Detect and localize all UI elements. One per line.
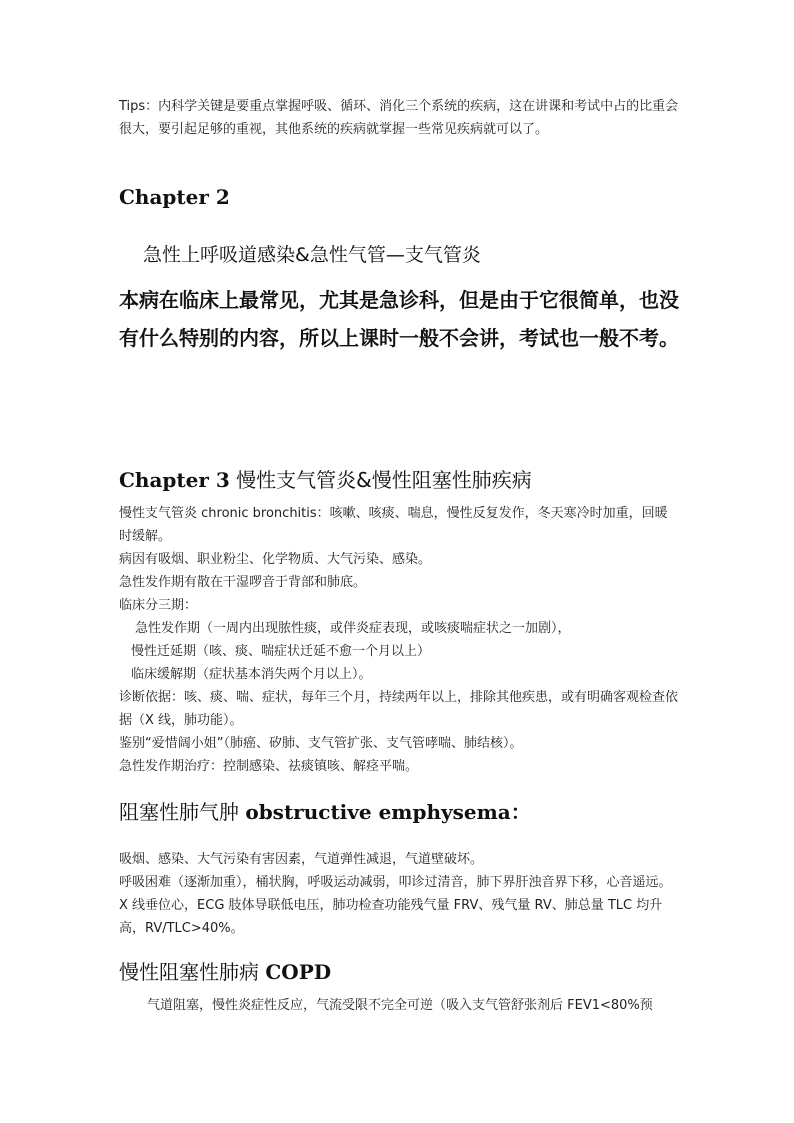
chronic-bronchitis-section [119, 502, 679, 778]
chapter-3-heading [119, 466, 532, 494]
diagnosis-line: 诊断依据：咳、痰、喘、症状，每年三个月，持续两年以上，排除其他疾患，或有明确客观检查依据（X 线，肺功能）。 [119, 690, 679, 728]
definition-line: 慢性支气管炎 chronic bronchitis：咳嗽、咳痰、喘息，慢性反复发作，冬天寒冷时加重，回暖时缓解。 [119, 506, 668, 544]
emphysema-heading-en: obstructive emphysema： [245, 800, 531, 824]
copd-heading-zh: 慢性阻塞性肺病 [119, 960, 259, 984]
stage-remission: 临床缓解期（症状基本消失两个月以上）。 [131, 667, 372, 682]
acute-urti-body: 本病在临床上最常见，尤其是急诊科，但是由于它很简单，也没有什么特别的内容，所以上课时一般不会讲，考试也一般不考。 [119, 288, 679, 350]
cause-line: 病因有吸烟、职业粉尘、化学物质、大气污染、感染。 [119, 552, 432, 567]
stage-acute: 急性发作期（一周内出现脓性痰，或伴炎症表现，或咳痰喘症状之一加剧）， [135, 621, 571, 636]
differential-line: 鉴别“爱惜阔小姐”（肺癌、矽肺、支气管扩张、支气管哮喘、肺结核）。 [119, 736, 523, 751]
emphysema-heading-zh: 阻塞性肺气肿 [119, 800, 239, 824]
emphysema-heading [119, 798, 531, 826]
emphysema-signs: 呼吸困难（逐渐加重），桶状胸，呼吸运动减弱，叩诊过清音，肺下界肝浊音界下移，心音遥远。X 线垂位心，ECG 肢体导联低电压，肺功检查功能残气量 FRV、残气量 RV、肺总量 TLC 均升高，RV/TLC>40%。 [119, 875, 672, 936]
copd-body: 气道阻塞，慢性炎症性反应，气流受限不完全可逆（吸入支气管舒张剂后 FEV1<80%预 [147, 998, 653, 1013]
tips-paragraph: Tips：内科学关键是要重点掌握呼吸、循环、消化三个系统的疾病，这在讲课和考试中占的比重会很大，要引起足够的重视，其他系统的疾病就掌握一些常见疾病就可以了。 [119, 99, 679, 137]
emphysema-cause: 吸烟、感染、大气污染有害因素，气道弹性减退，气道壁破坏。 [119, 852, 484, 867]
acute-urti-title: 急性上呼吸道感染&急性气管—支气管炎 [143, 244, 481, 266]
chapter-2-heading: Chapter 2 [119, 185, 230, 209]
stages-title: 临床分三期： [119, 598, 198, 613]
chapter-3-heading-zh: 慢性支气管炎&慢性阻塞性肺疾病 [236, 468, 532, 492]
stage-persistent: 慢性迁延期（咳、痰、喘症状迁延不愈一个月以上） [131, 644, 431, 659]
emphysema-section [119, 848, 679, 940]
copd-heading-en: COPD [265, 960, 332, 984]
chapter-3-heading-en: Chapter 3 [119, 468, 230, 492]
copd-heading [119, 958, 331, 986]
rales-line: 急性发作期有散在干湿啰音于背部和肺底。 [119, 575, 367, 590]
treatment-line: 急性发作期治疗：控制感染、祛痰镇咳、解痉平喘。 [119, 759, 419, 774]
